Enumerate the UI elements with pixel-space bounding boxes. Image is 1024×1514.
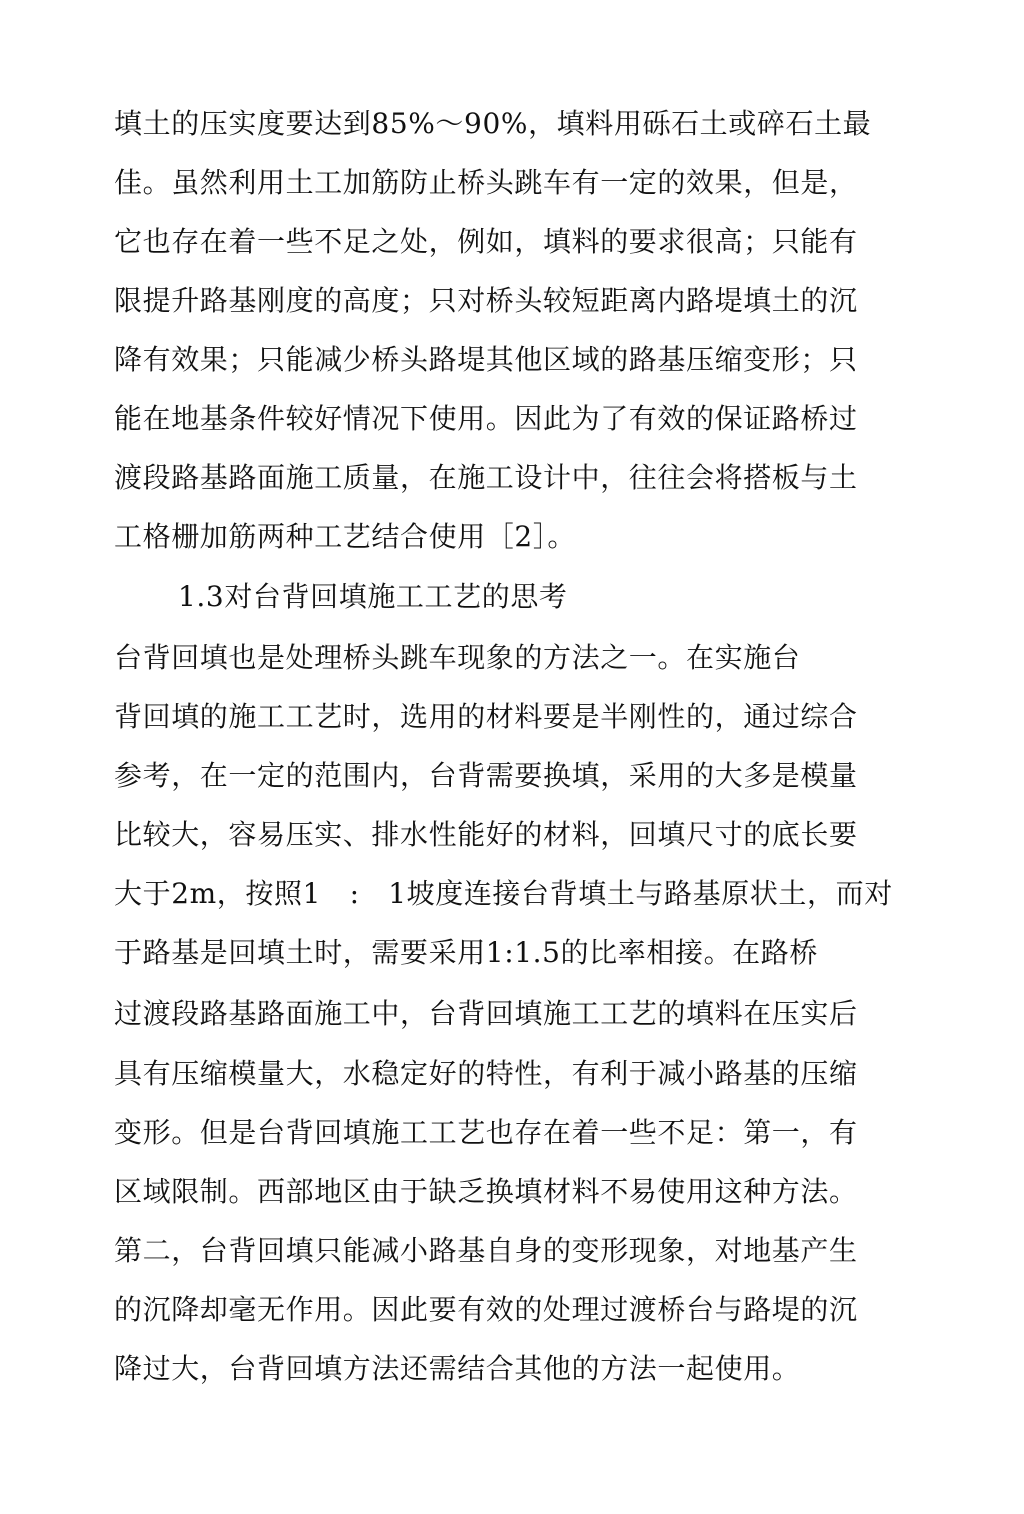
- text-line: 背回填的施工工艺时，选用的材料要是半刚性的，通过综合: [114, 700, 858, 733]
- text-line: 过渡段路基路面施工中，台背回填施工工艺的填料在压实后: [114, 997, 858, 1030]
- text-line: 的沉降却毫无作用。因此要有效的处理过渡桥台与路堤的沉: [114, 1293, 858, 1326]
- text-line: 佳。虽然利用土工加筋防止桥头跳车有一定的效果，但是，: [114, 166, 858, 199]
- text-line: 渡段路基路面施工质量，在施工设计中，往往会将搭板与土: [114, 461, 858, 494]
- text-line: 限提升路基刚度的高度；只对桥头较短距离内路堤填土的沉: [114, 284, 858, 317]
- text-line: 台背回填也是处理桥头跳车现象的方法之一。在实施台: [114, 641, 801, 674]
- text-line: 区域限制。西部地区由于缺乏换填材料不易使用这种方法。: [114, 1175, 858, 1208]
- text-line: 变形。但是台背回填施工工艺也存在着一些不足：第一，有: [114, 1116, 858, 1149]
- section-heading: 1.3对台背回填施工工艺的思考: [178, 580, 568, 613]
- text-line: 降过大，台背回填方法还需结合其他的方法一起使用。: [114, 1352, 801, 1385]
- text-line: 第二，台背回填只能减小路基自身的变形现象，对地基产生: [114, 1234, 858, 1267]
- text-line: 降有效果；只能减少桥头路堤其他区域的路基压缩变形；只: [114, 343, 858, 376]
- text-line: 于路基是回填土时，需要采用1:1.5的比率相接。在路桥: [114, 936, 818, 969]
- text-line: 参考，在一定的范围内，台背需要换填，采用的大多是模量: [114, 759, 858, 792]
- text-line: 具有压缩模量大，水稳定好的特性，有利于减小路基的压缩: [114, 1057, 858, 1090]
- text-line: 能在地基条件较好情况下使用。因此为了有效的保证路桥过: [114, 402, 858, 435]
- text-line: 它也存在着一些不足之处，例如，填料的要求很高；只能有: [114, 225, 858, 258]
- text-line: 填土的压实度要达到85%～90%，填料用砾石土或碎石土最: [114, 107, 872, 140]
- text-line: 比较大，容易压实、排水性能好的材料，回填尺寸的底长要: [114, 818, 858, 851]
- text-line: 工格栅加筋两种工艺结合使用［2］。: [114, 520, 577, 553]
- text-line: 大于2m，按照1 : 1坡度连接台背填土与路基原状土，而对: [114, 877, 893, 910]
